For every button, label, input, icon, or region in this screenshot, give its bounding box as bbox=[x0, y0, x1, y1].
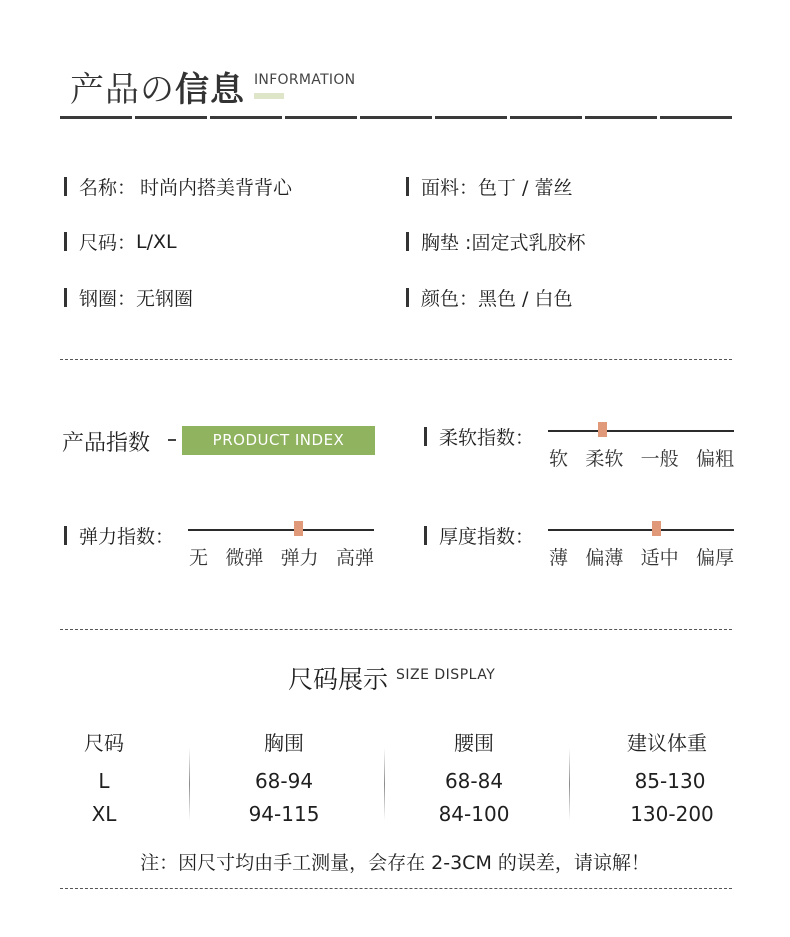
table-header: 建议体重 bbox=[627, 731, 707, 755]
info-item-size bbox=[64, 228, 177, 255]
table-cell: 68-94 bbox=[254, 769, 314, 793]
thickness-levels bbox=[549, 543, 734, 570]
softness-levels bbox=[549, 444, 734, 471]
table-cell: 130-200 bbox=[630, 802, 714, 826]
info-item-name bbox=[64, 173, 292, 200]
table-header: 腰围 bbox=[454, 731, 494, 755]
info-value: L/XL bbox=[136, 230, 177, 253]
info-label: 胸垫 : bbox=[421, 232, 472, 254]
title-dash bbox=[168, 439, 176, 441]
softness-label bbox=[424, 423, 534, 450]
info-label: 面料： bbox=[421, 177, 479, 199]
thickness-scale-marker bbox=[652, 521, 661, 536]
level-label: 微弹 bbox=[225, 547, 264, 569]
bullet-marker bbox=[64, 232, 67, 251]
info-label: 尺码： bbox=[79, 232, 137, 254]
softness-scale-marker bbox=[598, 422, 607, 437]
bullet-marker bbox=[406, 288, 409, 307]
column-divider bbox=[189, 748, 190, 820]
level-label: 偏薄 bbox=[585, 547, 624, 569]
level-label: 偏厚 bbox=[695, 547, 734, 569]
info-value: 无钢圈 bbox=[136, 288, 194, 310]
elasticity-levels bbox=[189, 543, 374, 570]
size-display-title: 尺码展示 bbox=[288, 665, 389, 694]
subtitle-accent-bar bbox=[254, 93, 284, 99]
table-cell: 68-84 bbox=[444, 769, 504, 793]
softness-scale-line bbox=[548, 430, 734, 432]
title-part-b: 信息 bbox=[175, 70, 245, 110]
table-cell: 84-100 bbox=[438, 802, 510, 826]
level-label: 无 bbox=[189, 547, 209, 569]
thickness-scale-line bbox=[548, 529, 734, 531]
section-divider bbox=[60, 629, 732, 630]
elasticity-scale-marker bbox=[294, 521, 303, 536]
level-label: 柔软 bbox=[585, 448, 624, 470]
header-divider bbox=[60, 116, 732, 119]
info-value: 色丁 / 蕾丝 bbox=[478, 177, 573, 199]
bullet-marker bbox=[406, 177, 409, 196]
table-cell: L bbox=[98, 769, 110, 793]
level-label: 偏粗 bbox=[695, 448, 734, 470]
table-header: 胸围 bbox=[264, 731, 304, 755]
product-index-title: 产品指数 bbox=[62, 431, 151, 456]
scale-label-text: 柔软指数： bbox=[439, 427, 535, 449]
info-item-wire bbox=[64, 284, 193, 311]
scale-label-text: 弹力指数： bbox=[79, 526, 175, 548]
page-title bbox=[70, 62, 245, 111]
elasticity-label bbox=[64, 522, 174, 549]
info-item-fabric bbox=[406, 173, 573, 200]
info-item-color bbox=[406, 284, 573, 311]
bullet-marker bbox=[64, 288, 67, 307]
bullet-marker bbox=[406, 232, 409, 251]
level-label: 弹力 bbox=[280, 547, 319, 569]
info-value: 固定式乳胶杯 bbox=[471, 232, 586, 254]
column-divider bbox=[384, 748, 385, 820]
info-label: 钢圈： bbox=[79, 288, 137, 310]
table-cell: XL bbox=[91, 802, 117, 826]
title-part-a: 产品の bbox=[70, 70, 175, 110]
level-label: 一般 bbox=[640, 448, 679, 470]
bullet-marker bbox=[424, 526, 427, 545]
info-label: 名称： bbox=[79, 177, 137, 199]
table-cell: 94-115 bbox=[248, 802, 320, 826]
level-label: 薄 bbox=[549, 547, 569, 569]
bullet-marker bbox=[64, 177, 67, 196]
table-header: 尺码 bbox=[84, 731, 124, 755]
scale-label-text: 厚度指数： bbox=[439, 526, 535, 548]
info-item-pad bbox=[406, 228, 585, 255]
product-index-badge: PRODUCT INDEX bbox=[182, 426, 375, 455]
info-value: 时尚内搭美背背心 bbox=[140, 177, 293, 199]
bullet-marker bbox=[64, 526, 67, 545]
section-divider bbox=[60, 359, 732, 360]
elasticity-scale-line bbox=[188, 529, 374, 531]
level-label: 软 bbox=[549, 448, 569, 470]
info-value: 黑色 / 白色 bbox=[478, 288, 573, 310]
info-label: 颜色： bbox=[421, 288, 479, 310]
page-subtitle: INFORMATION bbox=[254, 72, 356, 88]
bullet-marker bbox=[424, 427, 427, 446]
size-display-subtitle: SIZE DISPLAY bbox=[396, 667, 496, 683]
table-cell: 85-130 bbox=[634, 769, 706, 793]
measurement-note: 注：因尺寸均由手工测量，会存在 2-3CM 的误差，请谅解！ bbox=[140, 852, 650, 874]
thickness-label bbox=[424, 522, 534, 549]
level-label: 适中 bbox=[640, 547, 679, 569]
section-divider bbox=[60, 888, 732, 889]
level-label: 高弹 bbox=[335, 547, 374, 569]
column-divider bbox=[569, 748, 570, 820]
